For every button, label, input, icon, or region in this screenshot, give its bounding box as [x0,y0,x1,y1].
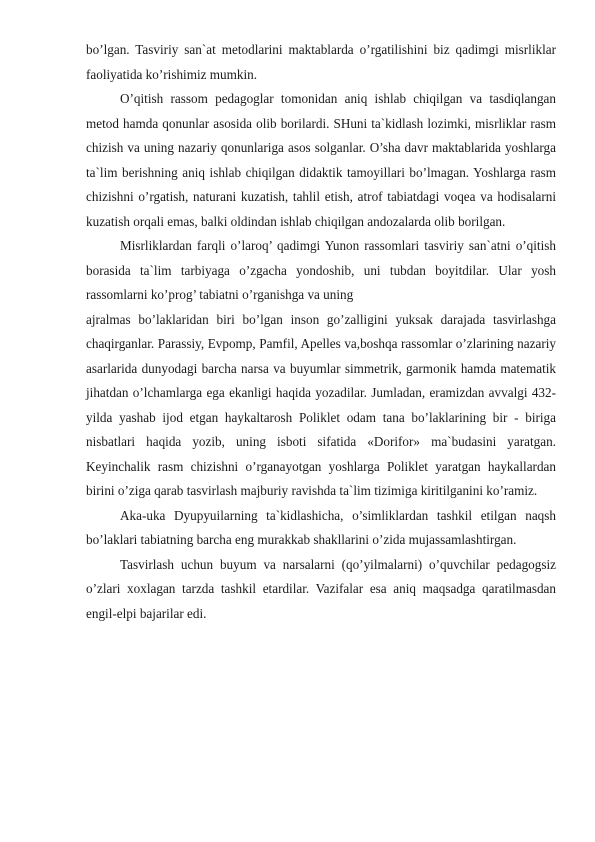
paragraph-5: Aka-uka Dyupyuilarning ta`kidlashicha, o’simliklardan tashkil etilgan naqsh bo’laklari tabiatning barcha eng murakkab shakllarini o’zida mujassamlashtirgan. [86,507,556,547]
document-page [86,38,556,626]
paragraph-1: bo’lgan. Tasviriy san`at metodlarini maktablarda o’rgatilishini biz qadimgi misrliklar faoliyatida ko’rishimiz mumkin. [86,42,556,82]
paragraph-3: Misrliklardan farqli o’laroq’ qadimgi Yunon rassomlari tasviriy san`atni o’qitish borasida ta`lim tarbiyaga o’zgacha yondoshib, uni tubdan boyitdilar. Ular yosh rassomlarni ko’prog’ tabiatni o’rganishga va uning [86,238,556,302]
paragraph-2: O’qitish rassom pedagoglar tomonidan aniq ishlab chiqilgan va tasdiqlangan metod hamda qonunlar asosida olib borilardi. SHuni ta`kidlash lozimki, misrliklar rasm chizish va uning nazariy qonunlariga asos solganlar. O’sha davr maktablarida yoshlarga ta`lim berishning aniq ishlab chiqilgan didaktik tamoyillari bo’lmagan. Yoshlarga rasm chizishni o’rgatish, naturani kuzatish, tahlil etish, atrof tabiatdagi voqea va hodisalarni kuzatish orqali emas, balki oldindan ishlab chiqilgan andozalarda olib borilgan. [86,91,556,229]
paragraph-4: ajralmas bo’laklaridan biri bo’lgan inson go’zalligini yuksak darajada tasvirlashga chaqirganlar. Parassiy, Evpomp, Pamfil, Apelles va,boshqa rassomlar o’zlarining nazariy asarlarida dunyodagi barcha narsa va buyumlar simmetrik, garmonik hamda matematik jihatdan o’lchamlarga ega ekanligi haqida yozadilar. Jumladan, eramizdan avvalgi 432-yilda yashab ijod etgan haykaltarosh Poliklet odam tana bo’laklarining bir - biriga nisbatlari haqida yozib, uning isboti sifatida «Dorifor» ma`budasini yaratgan. Keyinchalik rasm chizishni o’rganayotgan yoshlarga Poliklet yaratgan haykallardan birini o’ziga qarab tasvirlash majburiy ravishda ta`lim tizimiga kiritilganini ko’ramiz. [86,311,556,498]
paragraph-6: Tasvirlash uchun buyum va narsalarni (qo’yilmalarni) o’quvchilar pedagogsiz o’zlari xoxlagan tarzda tashkil etardilar. Vazifalar esa aniq maqsadga qaratilmasdan engil-elpi bajarilar edi. [86,556,556,621]
